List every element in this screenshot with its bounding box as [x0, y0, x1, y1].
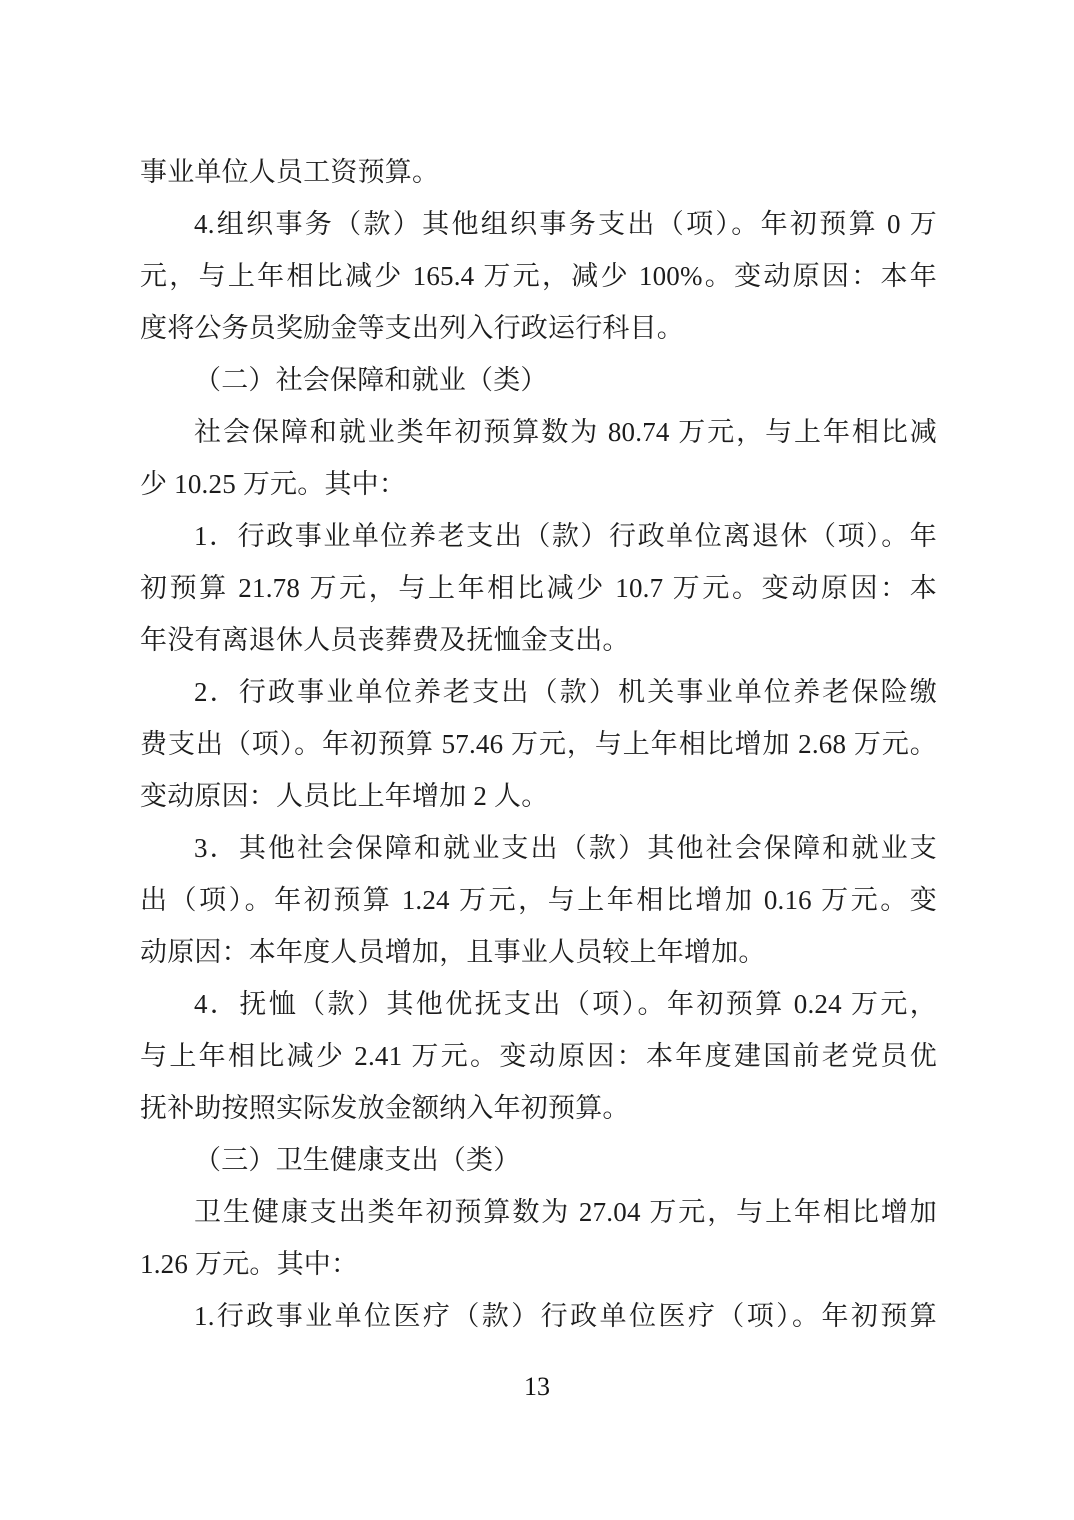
page-number: 13 — [524, 1372, 550, 1401]
text-line: 2．行政事业单位养老支出（款）机关事业单位养老保险缴 — [194, 677, 937, 707]
text-line: 3．其他社会保障和就业支出（款）其他社会保障和就业支 — [194, 833, 937, 863]
text-line: 社会保障和就业类年初预算数为 80.74 万元，与上年相比减 — [194, 417, 937, 447]
text-line: （三）卫生健康支出（类） — [194, 1145, 521, 1175]
text-line: 动原因：本年度人员增加，且事业人员较上年增加。 — [140, 937, 766, 967]
text-line: 1．行政事业单位养老支出（款）行政单位离退休（项）。年 — [194, 521, 937, 551]
text-line: 1.26 万元。其中： — [140, 1249, 359, 1279]
text-line: 出（项）。年初预算 1.24 万元，与上年相比增加 0.16 万元。变 — [140, 885, 937, 915]
text-line: 与上年相比减少 2.41 万元。变动原因：本年度建国前老党员优 — [140, 1041, 937, 1071]
text-line: 4．抚恤（款）其他优抚支出（项）。年初预算 0.24 万元， — [194, 989, 937, 1019]
text-line: 抚补助按照实际发放金额纳入年初预算。 — [140, 1093, 630, 1123]
text-line: 元，与上年相比减少 165.4 万元，减少 100%。变动原因：本年 — [140, 261, 937, 291]
text-line: 4.组织事务（款）其他组织事务支出（项）。年初预算 0 万 — [194, 209, 937, 239]
text-line: 事业单位人员工资预算。 — [140, 157, 440, 187]
text-line: 年没有离退休人员丧葬费及抚恤金支出。 — [140, 625, 630, 655]
document-body — [140, 146, 937, 1342]
text-line: 卫生健康支出类年初预算数为 27.04 万元，与上年相比增加 — [194, 1197, 937, 1227]
text-line: 费支出（项）。年初预算 57.46 万元，与上年相比增加 2.68 万元。 — [140, 729, 937, 759]
text-line: 变动原因：人员比上年增加 2 人。 — [140, 781, 549, 811]
text-line: 少 10.25 万元。其中： — [140, 469, 407, 499]
text-line: 度将公务员奖励金等支出列入行政运行科目。 — [140, 313, 684, 343]
text-line: 1.行政事业单位医疗（款）行政单位医疗（项）。年初预算 — [194, 1301, 937, 1331]
text-line: 初预算 21.78 万元，与上年相比减少 10.7 万元。变动原因：本 — [140, 573, 937, 603]
text-line: （二）社会保障和就业（类） — [194, 365, 548, 395]
